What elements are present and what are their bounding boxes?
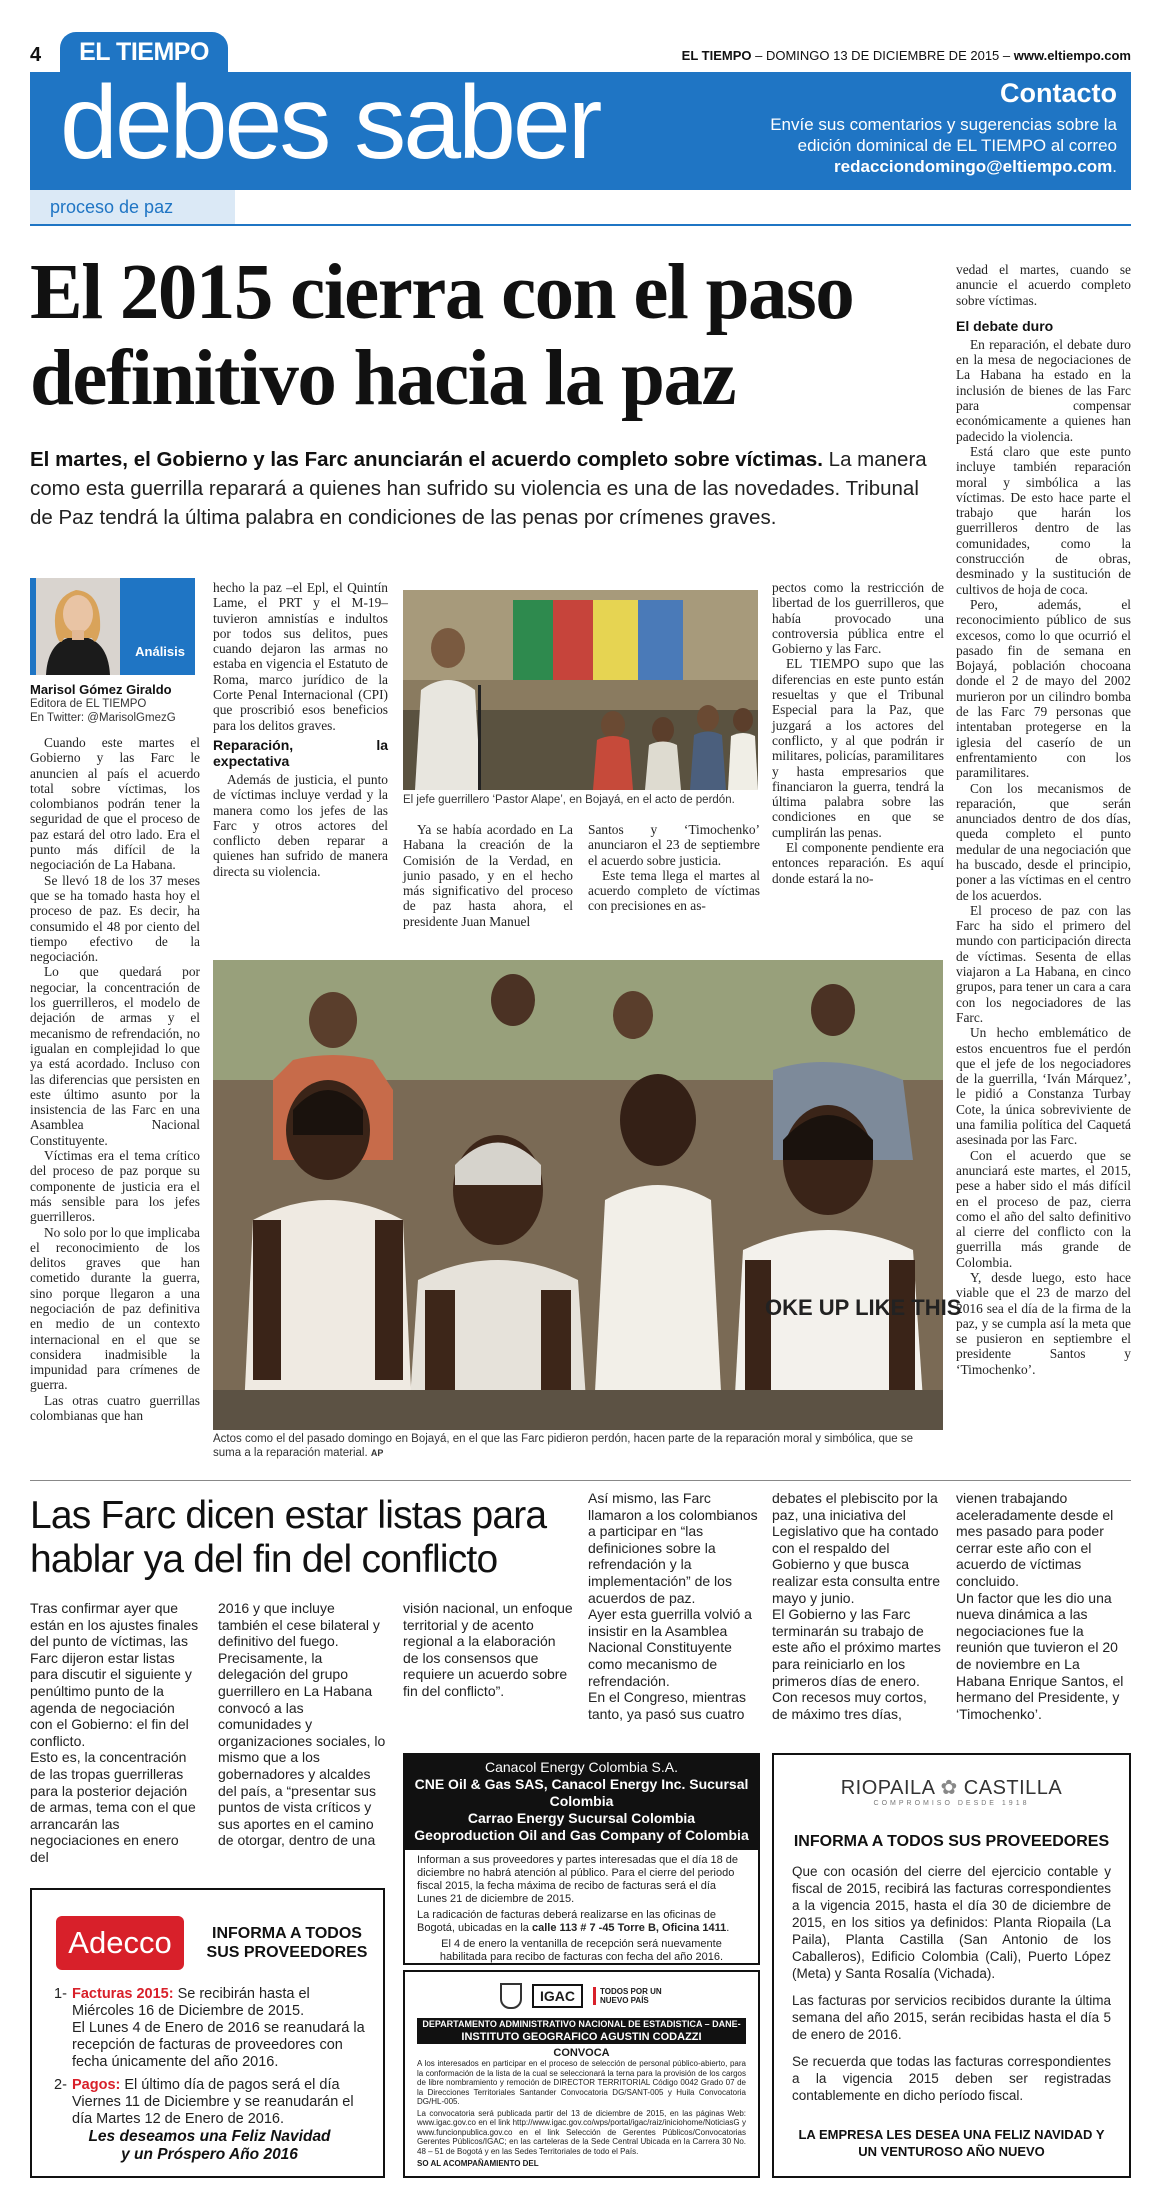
main-col-2 (213, 580, 388, 952)
canacol-p1: Informan a sus proveedores y partes interesadas que el día 18 de diciembre no habrá atención al público. Para el cierre del periodo fiscal 2015, la fecha máxima de recibo de facturas será el día Lunes 21 de diciembre de 2015. (417, 1854, 739, 1905)
canacol-line-4: Geoproduction Oil and Gas Company of Colombia (414, 1827, 749, 1843)
section-banner (30, 65, 1131, 190)
canacol-p2 (417, 1909, 746, 1935)
analysis-label: Análisis (135, 644, 185, 659)
adecco-closing-2: y un Próspero Año 2016 (121, 2146, 298, 2163)
paragraph: visión nacional, un enfoque territorial y de acento regional a la elaboración de los consensos que requiere un acuerdo sobre fin del conflicto”. (403, 1600, 573, 1699)
paragraph: Un hecho emblemático de estos encuentros fue el perdón que el jefe de los negociadores de la guerrilla, ‘Iván Márquez’, le pidió a Constanza Turbay Cote, la única sobreviviente de una familia política del Caquetá asesinada por las Farc. (956, 1025, 1131, 1148)
paragraph: debates el plebiscito por la paz, una iniciativa del Legislativo que ha contado con el respaldo del Gobierno y que busca realizar esta consulta entre mayo y junio. (772, 1490, 941, 1606)
colombia-shield-icon (500, 1983, 522, 2009)
paragraph: Y, desde luego, esto hace viable que el 23 de marzo del 2016 sea el día de la firma de la paz, y se cumpla así la meta que se pusieron en septiembre el presidente Santos y ‘Timochenko’. (956, 1270, 1131, 1377)
subhead-debate-duro: El debate duro (956, 317, 1054, 334)
main-col-1 (30, 735, 200, 1445)
ad-canacol (403, 1753, 760, 1965)
deck-rest: La manera como esta guerrilla reparará a quienes han sufrido su violencia es una de las novedades. Tribunal de Paz tendrá la última palabra en condiciones de las penas por crímenes graves. (30, 448, 927, 529)
adecco-title (202, 1924, 372, 1962)
contact-line-2: edición dominical de EL TIEMPO al correo (797, 136, 1117, 155)
subhead-reparacion: Reparación, la expectativa (213, 736, 388, 769)
contact-text (770, 114, 1117, 177)
author-name: Marisol Gómez Giraldo (30, 682, 172, 697)
paragraph: Lo que quedará por negociar, la concentración de los guerrilleros, el modelo de dejación de armas y el mecanismo de refrendación, no igualan en complejidad lo que ya está acordado. Incluso con las diferencias que persisten en este último asunto por la insistencia de las Farc en una Asamblea Nacional Constituyente. (30, 964, 200, 1148)
adecco-closing (52, 2128, 367, 2164)
photo-1-caption: El jefe guerrillero ‘Pastor Alape’, en Bojayá, en el acto de perdón. (403, 794, 735, 806)
paragraph: El Gobierno y las Farc terminarán su trabajo de este año el próximo martes para reiniciarlo en los primeros días de enero. (772, 1606, 941, 1689)
adecco-item-2-number: 2- (54, 2077, 67, 2093)
adecco-item-1 (54, 1986, 369, 2071)
photo-2-caption-text: Actos como el del pasado domingo en Bojayá, en el que las Farc pidieron perdón, hacen parte de la reparación moral y simbólica, que se suma a la reparación material. (213, 1433, 913, 1459)
canacol-p3: El 4 de enero la ventanilla de recepción será nuevamente habilitada para recibo de facturas con fecha del año 2016. (439, 1938, 724, 1963)
canacol-p2-end: . (726, 1922, 730, 1934)
paragraph: El proceso de paz con las Farc ha sido el primero del mundo con participación directa de víctimas. Sesenta de ellas viajaron a La Habana, en cinco grupos, para tener un cara a cara con los negociadores de las Farc. (956, 902, 1131, 1025)
dateline (682, 48, 1131, 63)
paragraph: Tras confirmar ayer que están en los ajustes finales del punto de víctimas, las Farc dijeron estar listas para discutir el siguiente y penúltimo punto de la agenda de negociación con el Gobierno: el fin del conflicto. (30, 1600, 199, 1749)
subsection-rule (30, 224, 1131, 226)
adecco-item-2 (54, 2077, 369, 2128)
section-divider (30, 1480, 1131, 1481)
adecco-item-1-text-2: El Lunes 4 de Enero de 2016 se reanudará la recepción de facturas de proveedores con fecha únicamente del año 2016. (72, 2020, 365, 2070)
dateline-brand: EL TIEMPO (681, 48, 752, 63)
contact-email[interactable]: redacciondomingo@eltiempo.com (834, 157, 1113, 176)
canacol-body (405, 1850, 758, 1968)
contact-period: . (1112, 157, 1117, 176)
adecco-item-1-label: Facturas 2015: (72, 1986, 174, 2002)
riopaila-brand-1: RIOPAILA (840, 1777, 935, 1799)
second-col-4 (588, 1490, 760, 1750)
dateline-site[interactable]: www.eltiempo.com (1013, 48, 1131, 63)
paragraph: Cuando este martes el Gobierno y las Farc le anuncien al país el acuerdo total sobre víctimas, los colombianos podrán tener la seguridad de que el proceso de paz estará del otro lado. Era el punto más difícil de la negociación de La Habana. (30, 735, 200, 873)
shirt-text: OKE UP LIKE THIS (765, 1295, 962, 1320)
riopaila-closing (792, 2126, 1111, 2160)
paragraph: EL TIEMPO supo que las diferencias en este punto están resueltas y que el Tribunal Especial para la Paz, que juzgará a los actores del conflicto, y al que podrán ir militares, policías, paramilitares y hasta empresarios que financiaron la guerra, tendrá la última palabra sobre las condiciones en que se cumplirán las penas. (772, 656, 944, 840)
paragraph: pectos como la restricción de libertad de los guerrilleros, que había provocado una controversia pública entre el Gobierno y las Farc. (772, 580, 944, 657)
paragraph: Un factor que les dio una nueva dinámica a las negociaciones fue la reunión que tuvieron el 20 de noviembre en La Habana Enrique Santos, el hermano del Presidente, y ‘Timochenko’. (956, 1589, 1124, 1722)
paragraph: Las otras cuatro guerrillas colombianas que han (30, 1392, 200, 1424)
contact-email-line (770, 156, 1117, 177)
paragraph: Ayer esta guerrilla volvió a insistir en la Asamblea Nacional Constituyente como mecanismo de refrendación. (588, 1606, 752, 1689)
paragraph: vienen trabajando aceleradamente desde el mes pasado para poder cerrar este año con el acuerdo de víctimas concluido. (956, 1490, 1114, 1589)
author-role: Editora de EL TIEMPO (30, 698, 147, 710)
adecco-item-1-number: 1- (54, 1986, 67, 2002)
second-col-2 (218, 1600, 388, 1849)
riopaila-brand-2: CASTILLA (963, 1777, 1063, 1799)
paragraph: No solo por lo que implicaba el reconocimiento de los delitos graves que han cometido durante la guerra, sino porque llegaron a una negociación de paz definitiva en medio de un contexto internacional en el que se considera inadmisible la impunidad para crímenes de guerra. (30, 1224, 200, 1393)
adecco-logo: Adecco (56, 1916, 184, 1970)
paragraph: Precisamente, la delegación del grupo guerrillero en La Habana convocó a las comunidades y organizaciones sociales, lo mismo que a los gobernadores y alcaldes del país, a “presentar sus puntos de vista críticos y sus aportes en el camino de otorgar, dentro de una (218, 1649, 386, 1849)
photo-pastor-alape-image (403, 590, 758, 790)
igac-p2: La convocatoria será publicada partir del 13 de diciembre de 2015, en las páginas Web: www.igac.gov.co en el link http://www.igac.gov.co/wps/portal/igac/raiz/iniciohome/NoticiasG y www.funcionpublica.gov.co en el link Selección de Gerentes Públicos/Convocatorias Gerentes Públicos/IGAC; en las carteleras de la Sede Central Ubicada en la Carrera 30 No. 48 – 51 de Bogotá y en las Sedes Territoriales de todo el País. (417, 2108, 746, 2156)
second-col-3 (403, 1600, 573, 1710)
second-headline (30, 1494, 590, 1582)
section-title: debes saber (60, 65, 600, 181)
ad-riopaila (772, 1753, 1131, 2178)
igac-p1: A los interesados en participar en el proceso de selección de personal público-abierto, para la conformación de la lista de la cual se seleccionará la terna para la provisión de los cargos de libre nombramiento y remoción de DIRECTOR TERRITORIAL Código 0042 Grado 07 de la Direcciones Territoriales Santander Convocatoria DG/SANT-005 y Huila Convocatoria DG/HL-005. (417, 2059, 746, 2106)
igac-institute: INSTITUTO GEOGRAFICO AGUSTIN CODAZZI (417, 2030, 746, 2044)
photo-bojaya-victims-image (213, 960, 962, 1430)
author-photo (36, 578, 120, 675)
adecco-closing-1: Les deseamos una Feliz Navidad (88, 2128, 331, 2145)
paragraph: Además de justicia, el punto de víctimas incluye verdad y la manera como los jefes de las Farc y otros actores del conflicto deben reparar a quienes han sufrido de manera directa su violencia. (213, 771, 388, 879)
paragraph: Esto es, la concentración de las tropas guerrilleras para la posterior dejación de armas, tema con el que arrancarán las negociaciones en enero del (30, 1749, 196, 1865)
headline-line-1: El 2015 cierra con el paso (30, 249, 854, 336)
main-col-5 (772, 580, 944, 952)
adecco-item-2-label: Pagos: (72, 2077, 121, 2093)
second-headline-line-1: Las Farc dicen estar listas para (30, 1494, 547, 1537)
canacol-line-1: Canacol Energy Colombia S.A. (485, 1759, 678, 1775)
paragraph: Víctimas era el tema crítico del proceso de paz porque su componente de justicia era el más sensible para los jefes guerrilleros. (30, 1148, 200, 1225)
canacol-address: calle 113 # 7 -45 Torre B, Oficina 1411 (531, 1922, 727, 1934)
paragraph: vedad el martes, cuando se anuncie el acuerdo completo sobre víctimas. (956, 262, 1131, 308)
adecco-title-2: SUS PROVEEDORES (206, 1944, 368, 1961)
contact-title: Contacto (1000, 78, 1117, 108)
riopaila-p1: Que con ocasión del cierre del ejercicio contable y fiscal de 2015, recibirá las facturas correspondientes a la vigencia 2015, hasta el día 30 de diciembre de 2015, en los sitios ya definidos: Planta Riopaila (La Paila), Planta Castilla (San Antonio de los Caballeros), Edificio Colombia (Cali), Puerto López (Meta) y Santa Rosalía (Vichada). (792, 1864, 1111, 1981)
adecco-item-1-text: Se recibirán hasta el Miércoles 16 de Diciembre de 2015. (72, 1986, 310, 2019)
paragraph: Con recesos muy cortos, de máximo tres días, (772, 1689, 927, 1722)
ad-adecco (30, 1888, 385, 2178)
canacol-line-3: Carrao Energy Sucursal Colombia (467, 1810, 696, 1826)
second-headline-line-2: hablar ya del fin del conflicto (30, 1538, 498, 1581)
brand-tab: EL TIEMPO (60, 32, 228, 72)
main-deck (30, 445, 945, 532)
paragraph: Pero, además, el reconocimiento público de sus excesos, como lo que ocurrió el pasado fin de semana en Bojayá, población chocoana donde el 2 de mayo del 2002 murieron por un cilindro bomba de las Farc 79 personas que intentaban protegerse en la iglesia del caserío de un enfrentamiento con los paramilitares. (956, 596, 1131, 781)
riopaila-logo (792, 1775, 1111, 1800)
photo-pastor-alape (403, 590, 758, 790)
nuevo-pais-logo: TODOS POR UN NUEVO PAÍS (593, 1987, 663, 2005)
adecco-title-1: INFORMA A TODOS (212, 1925, 362, 1942)
subsection-label: proceso de paz (50, 197, 174, 217)
dateline-date: – DOMINGO 13 DE DICIEMBRE DE 2015 – (751, 48, 1014, 63)
adecco-items (54, 1986, 369, 2128)
deck-bold: El martes, el Gobierno y las Farc anunciarán el acuerdo completo sobre víctimas. (30, 448, 823, 471)
paragraph: hecho la paz –el Epl, el Quintín Lame, el PRT y el M-19– tuvieron amnistías e indultos por todos sus delitos, pues cuando dejaron las armas no estaba en vigencia el Estatuto de Roma, marco jurídico de la Corte Penal Internacional (CPI) que proscribió esos beneficios para los delitos graves. (213, 580, 388, 733)
paragraph: 2016 y que incluye también el cese bilateral y definitivo del fuego. (218, 1600, 380, 1650)
ad-igac (403, 1970, 760, 2178)
author-twitter[interactable]: En Twitter: @MarisolGmezG (30, 712, 176, 724)
canacol-line-2: CNE Oil & Gas SAS, Canacol Energy Inc. Sucursal Colombia (414, 1776, 749, 1809)
photo-bojaya-victims (213, 960, 962, 1430)
paragraph: Santos y ‘Timochenko’ anunciaron el 23 de septiembre el acuerdo sobre justicia. (588, 822, 760, 868)
paragraph: En reparación, el debate duro en la mesa de negociaciones de La Habana ha estado en la inclusión de bienes de las Farc para compensar económicamente a quienes han padecido la violencia. (956, 336, 1131, 444)
paragraph: Está claro que este punto incluye también reparación moral y simbólica a las víctimas. De esto hace parte el trabajo que harán los guerrilleros dentro de las comunidades, como la construcción de obras, desminado y la sustitución de cultivos de hoja de coca. (956, 443, 1131, 597)
riopaila-p2: Las facturas por servicios recibidos durante la última semana del año 2015, serán recibidas hasta el día 5 de enero de 2016. (792, 1993, 1111, 2042)
riopaila-closing-2: UN VENTUROSO AÑO NUEVO (858, 2144, 1045, 2159)
paragraph: Se llevó 18 de los 37 meses que se ha tomado hasta hoy el proceso de paz. Es decir, ha consumido el 48 por ciento del tiempo efectivo de la negociación. (30, 872, 200, 965)
igac-logo: IGAC (532, 1984, 583, 2008)
igac-convoca: CONVOCA (553, 2047, 610, 2059)
riopaila-p3: Se recuerda que todas las facturas correspondientes a la vigencia 2015 deben ser registradas contablemente en dicho período fiscal. (792, 2054, 1111, 2103)
page-number: 4 (30, 44, 42, 66)
canacol-p2-text: La radicación de facturas deberá realizarse en las oficinas de Bogotá, ubicadas en la (417, 1909, 717, 1934)
paragraph: En el Congreso, mientras tanto, ya pasó sus cuatro (588, 1689, 746, 1722)
igac-closing: SO AL ACOMPAÑAMIENTO DEL (417, 2159, 539, 2168)
paragraph: El componente pendiente era entonces reparación. Es aquí donde estará la no- (772, 840, 944, 886)
igac-dept: DEPARTAMENTO ADMINISTRATIVO NACIONAL DE ESTADISTICA – DANE- (417, 2018, 746, 2030)
riopaila-closing-1: LA EMPRESA LES DESEA UNA FELIZ NAVIDAD Y (798, 2127, 1105, 2142)
headline-line-2: definitivo hacia la paz (30, 335, 736, 422)
paragraph: Ya se había acordado en La Habana la creación de la Comisión de la Verdad, en junio pasado, y en el hecho más significativo del proceso de paz hasta ahora, el presidente Juan Manuel (403, 822, 573, 929)
paragraph: Así mismo, las Farc llamaron a los colombianos a participar en “las definiciones sobre la refrendación y la implementación” de los acuerdos de paz. (588, 1490, 758, 1606)
flower-icon: ✿ (940, 1777, 958, 1799)
riopaila-tagline: COMPROMISO DESDE 1918 (873, 1800, 1030, 1807)
adecco-item-2-text: El último día de pagos será el día Viernes 11 de Diciembre y se reanudarán el día Martes 12 de Enero de 2016. (72, 2077, 354, 2127)
subsection-bar (30, 190, 235, 226)
second-col-1 (30, 1600, 200, 1865)
paragraph: Con los mecanismos de reparación, que serán anunciados dentro de dos días, queda completo el punto medular de una negociación que ha buscado, desde el principio, poner a las víctimas en el centro de los acuerdos. (956, 780, 1131, 903)
igac-logos (417, 1978, 746, 2014)
riopaila-title: INFORMA A TODOS SUS PROVEEDORES (793, 1833, 1110, 1850)
main-headline (30, 250, 950, 422)
paragraph: Con el acuerdo que se anunciará este martes, el 2015, pese a haber sido el más difícil en el proceso de paz, cierra como el año del salto definitivo al cierre del conflicto con la guerrilla más grande de Colombia. (956, 1147, 1131, 1270)
main-col-3 (403, 822, 573, 954)
second-col-5 (772, 1490, 944, 1750)
photo-2-caption (213, 1433, 943, 1460)
author-block (30, 578, 195, 675)
main-col-4 (588, 822, 760, 954)
canacol-header (405, 1755, 758, 1850)
photo-2-credit: AP (370, 1447, 384, 1458)
paragraph: Este tema llega el martes al acuerdo completo de víctimas con precisiones en as- (588, 867, 760, 914)
main-col-6 (956, 262, 1131, 1464)
contact-line-1: Envíe sus comentarios y sugerencias sobre la (770, 115, 1117, 134)
author-byline (30, 683, 200, 725)
